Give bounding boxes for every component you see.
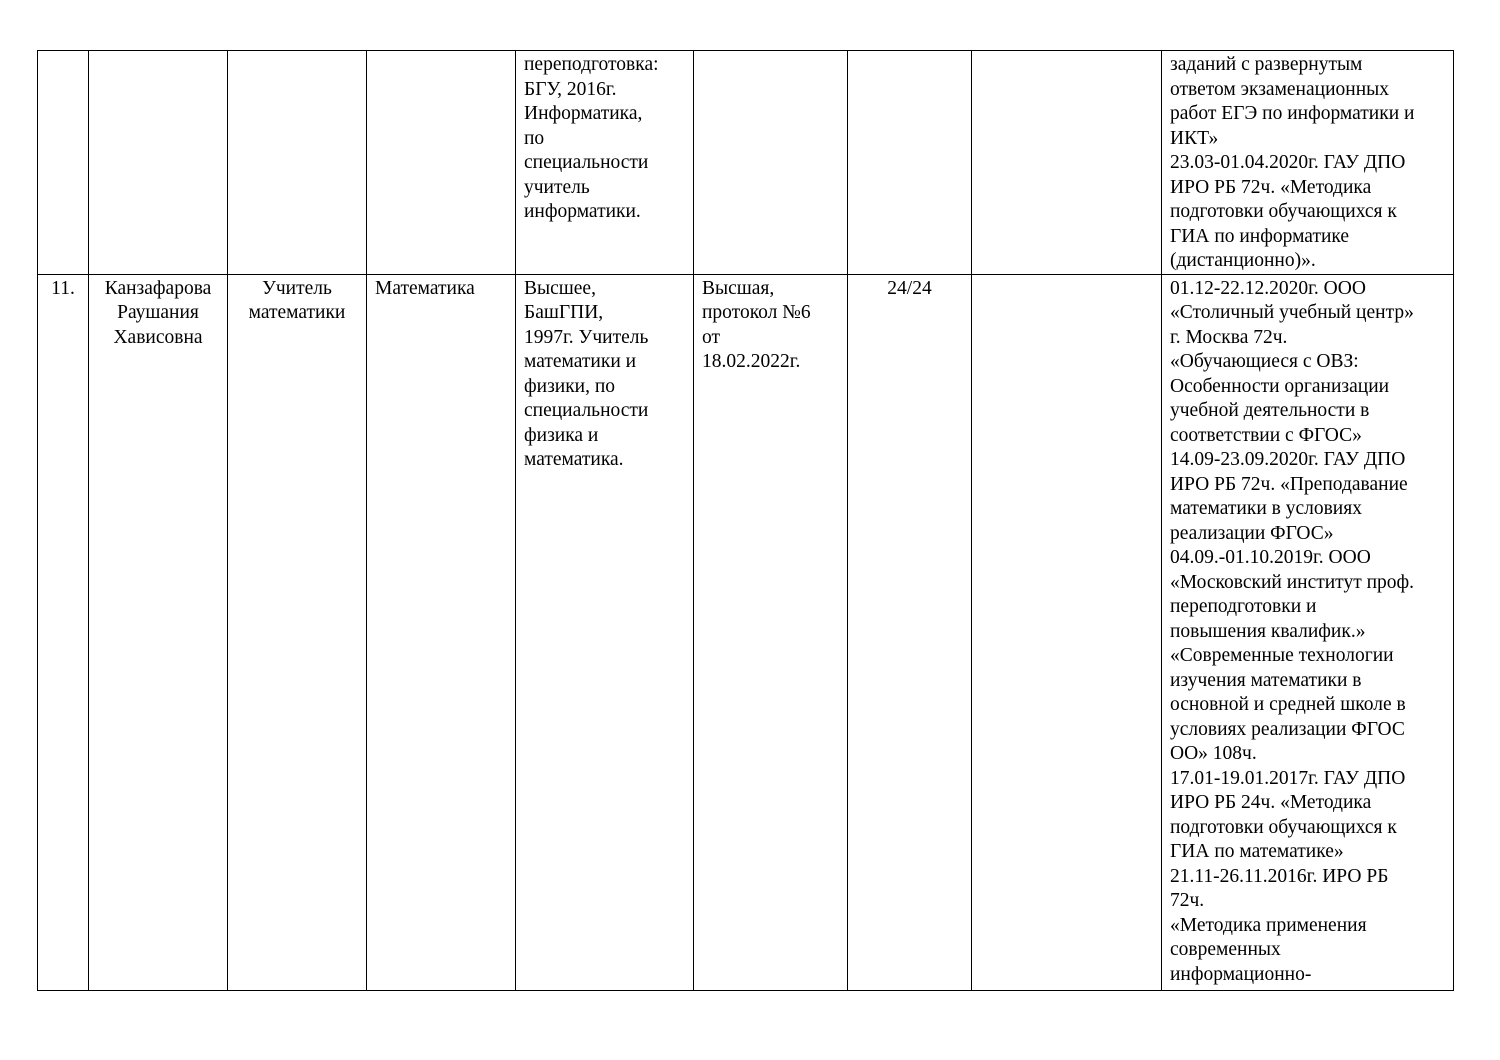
education-line: физика и (524, 424, 599, 446)
courses-line: 14.09-23.09.2020г. ГАУ ДПО (1170, 449, 1406, 470)
courses-line: «Московский институт проф. (1170, 571, 1415, 593)
education-line: математика. (524, 449, 624, 470)
courses-line: ответом экзаменационных (1170, 78, 1389, 100)
courses-line: повышения квалифик.» (1170, 620, 1366, 642)
courses-line: математики в условиях (1170, 498, 1362, 519)
name-cell (89, 274, 228, 990)
experience-cell (848, 51, 972, 275)
subject-cell (367, 51, 516, 275)
courses-line: ИРО РБ 72ч. «Преподавание (1170, 473, 1408, 495)
education-line: по (524, 127, 545, 149)
number-cell (38, 51, 89, 275)
education-line: переподготовка: (524, 54, 659, 75)
name-line: Раушания (117, 302, 199, 323)
education-line: учитель (524, 176, 590, 198)
courses-line: ГИА по информатике (1170, 225, 1350, 247)
courses-line: работ ЕГЭ по информатики и (1170, 103, 1415, 124)
courses-line: г. Москва 72ч. (1170, 326, 1288, 348)
category-cell (694, 274, 848, 990)
courses-line: (дистанционно)». (1170, 250, 1316, 271)
courses-line: подготовки обучающихся к (1170, 816, 1397, 838)
education-line: 1997г. Учитель (524, 326, 649, 348)
awards-cell (972, 274, 1162, 990)
category-line: Высшая, (702, 277, 775, 299)
courses-line: основной и средней школе в (1170, 694, 1406, 715)
education-cell (516, 51, 694, 275)
courses-line: ИКТ» (1170, 127, 1219, 149)
courses-line: 01.12-22.12.2020г. ООО (1170, 277, 1366, 299)
courses-line: заданий с развернутым (1170, 54, 1363, 75)
education-line: специальности (524, 400, 649, 421)
education-line: Высшее, (524, 277, 596, 299)
courses-line: условиях реализации ФГОС (1170, 718, 1405, 740)
position-line: Учитель (262, 277, 332, 299)
courses-line: переподготовки и (1170, 596, 1317, 617)
courses-line: современных (1170, 939, 1281, 960)
staff-table (37, 50, 1454, 991)
courses-line: Особенности организации (1170, 375, 1390, 397)
education-line: БашГПИ, (524, 302, 604, 323)
category-line: протокол №6 (702, 302, 811, 323)
courses-cell (1162, 51, 1454, 275)
education-cell (516, 274, 694, 990)
education-line: специальности (524, 152, 649, 173)
number-cell: 11. (38, 274, 89, 990)
position-cell (228, 51, 367, 275)
courses-line: ОО» 108ч. (1170, 743, 1257, 764)
education-line: физики, по (524, 375, 616, 397)
education-line: математики и (524, 351, 637, 372)
courses-line: «Столичный учебный центр» (1170, 302, 1414, 323)
subject-cell: Математика (367, 274, 516, 990)
category-line: от (702, 326, 721, 348)
courses-line: ИРО РБ 72ч. «Методика (1170, 176, 1372, 198)
courses-line: 04.09.-01.10.2019г. ООО (1170, 547, 1371, 568)
position-line: математики (248, 302, 346, 323)
courses-line: соответствии с ФГОС» (1170, 424, 1362, 446)
courses-line: «Методика применения (1170, 914, 1367, 936)
courses-line: 23.03-01.04.2020г. ГАУ ДПО (1170, 152, 1406, 173)
courses-line: 21.11-26.11.2016г. ИРО РБ (1170, 865, 1389, 887)
courses-line: подготовки обучающихся к (1170, 201, 1397, 222)
courses-line: изучения математики в (1170, 669, 1362, 691)
position-cell (228, 274, 367, 990)
courses-line: учебной деятельности в (1170, 400, 1370, 421)
courses-line: ИРО РБ 24ч. «Методика (1170, 792, 1372, 813)
courses-line: 72ч. (1170, 890, 1205, 911)
table-row (38, 274, 1454, 990)
category-cell (694, 51, 848, 275)
education-line: Информатика, (524, 103, 643, 124)
courses-line: 17.01-19.01.2017г. ГАУ ДПО (1170, 767, 1406, 789)
table-row (38, 51, 1454, 275)
education-line: информатики. (524, 201, 641, 222)
name-cell (89, 51, 228, 275)
name-line: Хависовна (113, 326, 203, 348)
courses-cell (1162, 274, 1454, 990)
category-line: 18.02.2022г. (702, 351, 801, 372)
courses-line: «Современные технологии (1170, 645, 1394, 666)
education-line: БГУ, 2016г. (524, 78, 617, 100)
experience-cell: 24/24 (848, 274, 972, 990)
courses-line: ГИА по математике» (1170, 841, 1344, 862)
awards-cell (972, 51, 1162, 275)
courses-line: «Обучающиеся с ОВЗ: (1170, 351, 1359, 372)
courses-line: информационно- (1170, 963, 1312, 985)
name-line: Канзафарова (104, 277, 212, 299)
courses-line: реализации ФГОС» (1170, 522, 1334, 544)
